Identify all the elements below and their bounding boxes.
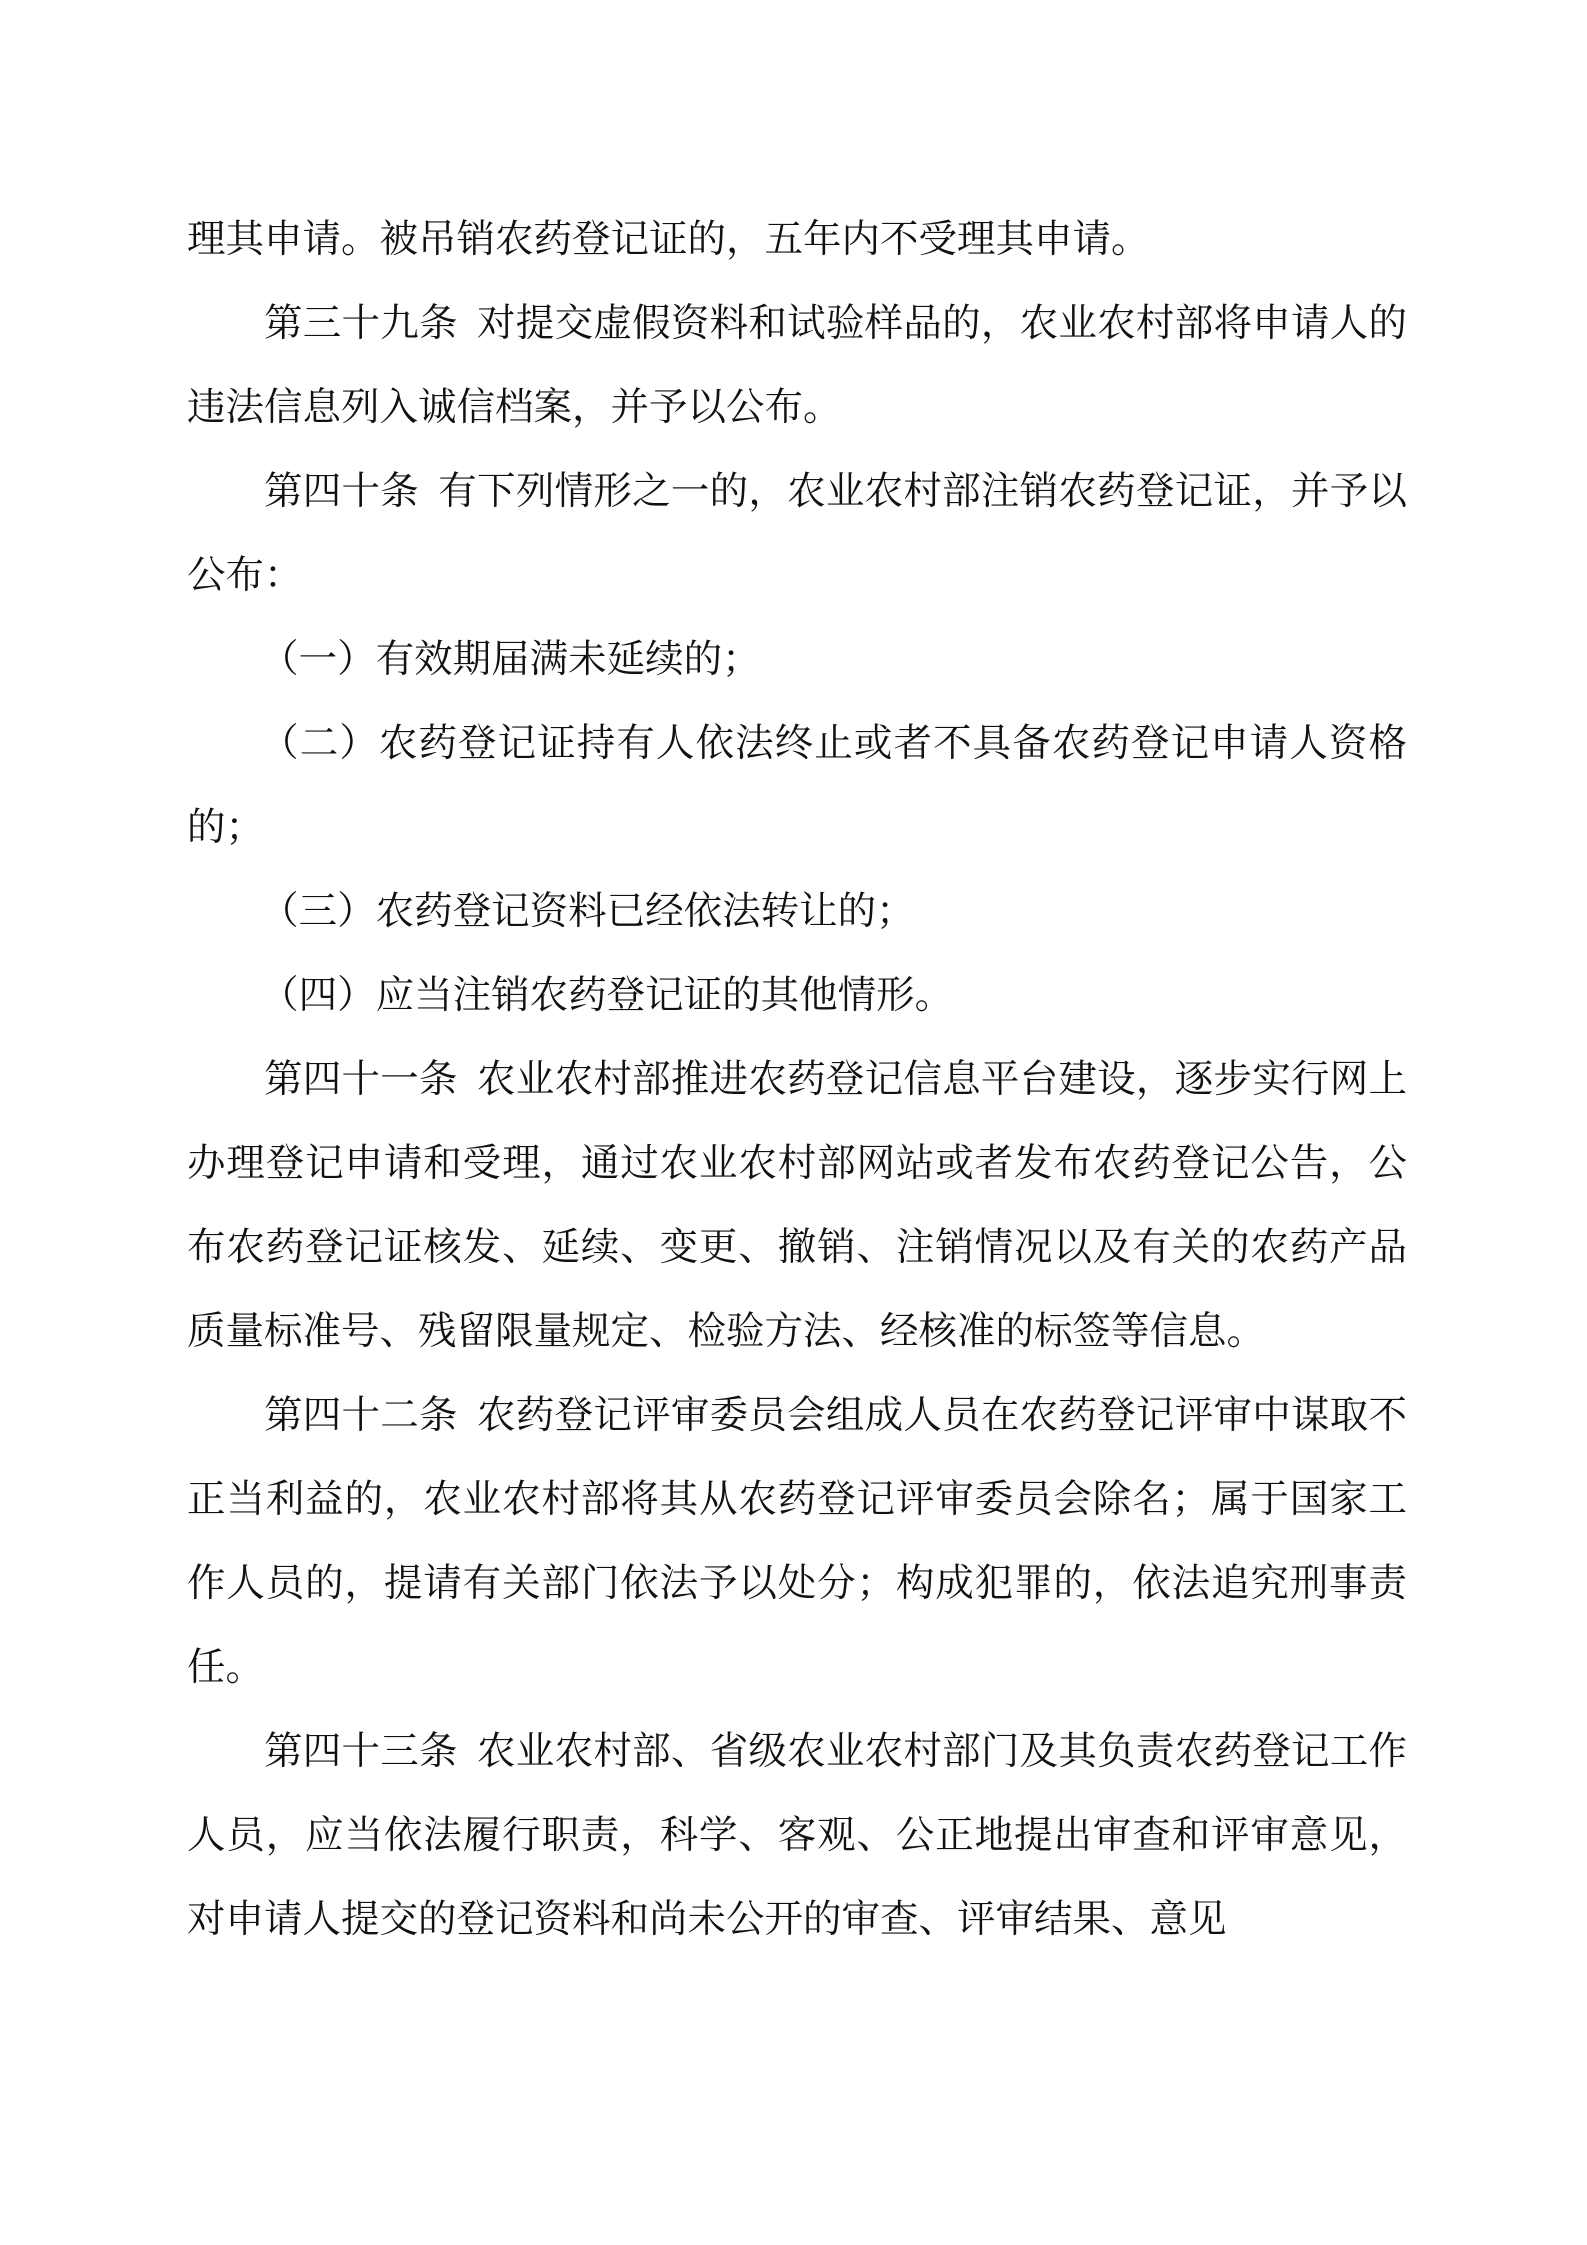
list-item-2 [187, 702, 1407, 870]
article-heading: 第四十一条 [264, 1057, 458, 1102]
paragraph-text: 理其申请。被吊销农药登记证的，五年内不受理其申请。 [187, 217, 1150, 262]
list-item-text: （二）农药登记证持有人依法终止或者不具备农药登记申请人资格的； [187, 721, 1407, 850]
article-text: 对提交虚假资料和试验样品的，农业农村部将申请人的违法信息列入诚信档案，并予以公布。 [187, 301, 1407, 430]
article-40 [187, 450, 1407, 618]
document-body [187, 198, 1407, 1962]
article-43 [187, 1710, 1407, 1962]
article-heading: 第四十二条 [264, 1393, 458, 1438]
article-text: 农业农村部、省级农业农村部门及其负责农药登记工作人员，应当依法履行职责，科学、客观、公正地提出审查和评审意见，对申请人提交的登记资料和尚未公开的审查、评审结果、意见 [187, 1729, 1407, 1942]
list-item-text: （三）农药登记资料已经依法转让的； [260, 889, 915, 934]
article-heading: 第四十三条 [264, 1729, 458, 1774]
article-text: 农业农村部推进农药登记信息平台建设，逐步实行网上办理登记申请和受理，通过农业农村部网站或者发布农药登记公告，公布农药登记证核发、延续、变更、撤销、注销情况以及有关的农药产品质量标准号、残留限量规定、检验方法、经核准的标签等信息。 [187, 1057, 1407, 1354]
paragraph-continuation [187, 198, 1407, 282]
list-item-text: （四）应当注销农药登记证的其他情形。 [260, 973, 954, 1018]
list-item-text: （一）有效期届满未延续的； [260, 637, 761, 682]
article-39 [187, 282, 1407, 450]
article-text: 农药登记评审委员会组成人员在农药登记评审中谋取不正当利益的，农业农村部将其从农药登记评审委员会除名；属于国家工作人员的，提请有关部门依法予以处分；构成犯罪的，依法追究刑事责任。 [187, 1393, 1407, 1690]
article-42 [187, 1374, 1407, 1710]
list-item-1 [187, 618, 1407, 702]
article-heading: 第四十条 [264, 469, 420, 514]
list-item-4 [187, 954, 1407, 1038]
article-text: 有下列情形之一的，农业农村部注销农药登记证，并予以公布： [187, 469, 1407, 598]
article-heading: 第三十九条 [264, 301, 458, 346]
list-item-3 [187, 870, 1407, 954]
article-41 [187, 1038, 1407, 1374]
